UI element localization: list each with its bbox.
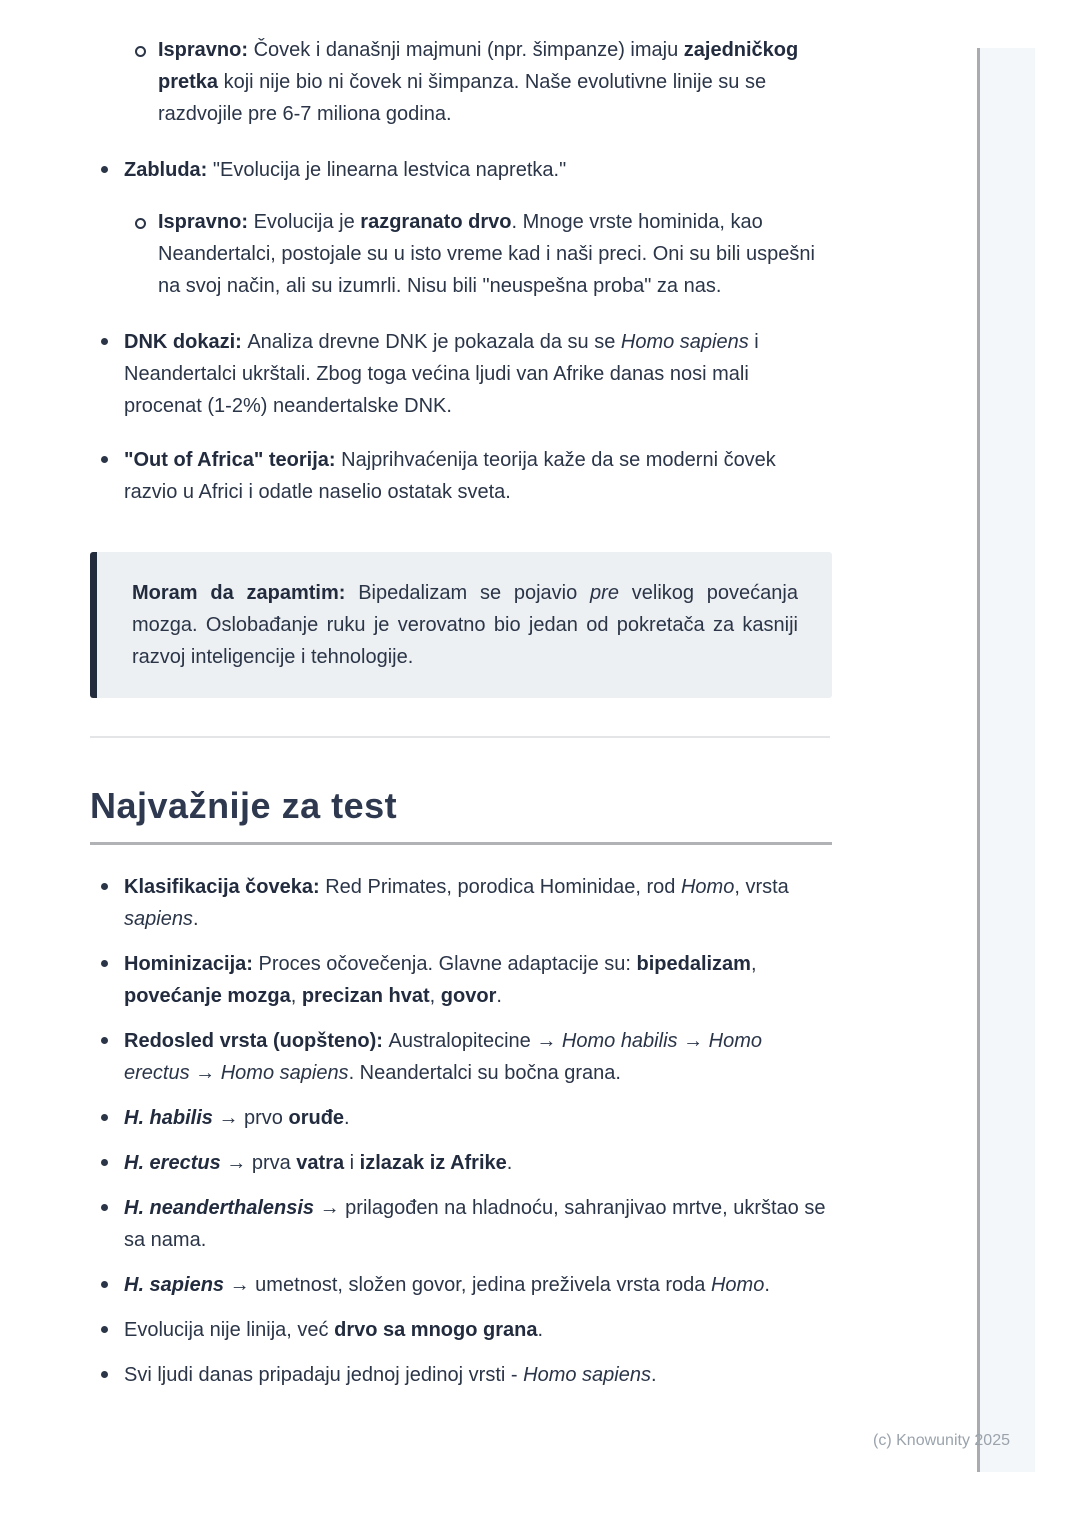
section-divider bbox=[90, 736, 830, 738]
list-item-text: Hominizacija: Proces očovečenja. Glavne adaptacije su: bipedalizam, povećanje mozga, precizan hvat, govor. bbox=[124, 953, 757, 1007]
list-item-text: Redosled vrsta (uopšteno): Australopitecine → Homo habilis → Homo erectus → Homo sapiens. Neandertalci su bočna grana. bbox=[124, 1030, 762, 1084]
bullet-dot-icon bbox=[101, 1159, 108, 1166]
list-item-text: "Out of Africa" teorija: Najprihvaćenija teorija kaže da se moderni čovek razvio u Africi i odatle naselio ostatak sveta. bbox=[124, 449, 776, 503]
bullet-circle-icon bbox=[135, 218, 146, 229]
copyright-text: (c) Knowunity 2025 bbox=[873, 1432, 1010, 1449]
list-item-text: Klasifikacija čoveka: Red Primates, porodica Hominidae, rod Homo, vrsta sapiens. bbox=[124, 876, 789, 930]
list-item bbox=[90, 154, 832, 186]
list-item bbox=[90, 34, 832, 130]
list-item-text: H. erectus → prva vatra i izlazak iz Afrike. bbox=[124, 1152, 513, 1174]
list-item bbox=[90, 1192, 832, 1256]
list-item bbox=[90, 1314, 832, 1346]
bullet-dot-icon bbox=[101, 1037, 108, 1044]
list-item bbox=[90, 1102, 832, 1134]
list-item bbox=[90, 206, 832, 302]
list-item-text: H. neanderthalensis → prilagođen na hladnoću, sahranjivao mrtve, ukrštao se sa nama. bbox=[124, 1197, 826, 1251]
list-item bbox=[90, 948, 832, 1012]
list-item-text: H. sapiens → umetnost, složen govor, jedina preživela vrsta roda Homo. bbox=[124, 1274, 770, 1296]
list-item bbox=[90, 444, 832, 508]
bullet-dot-icon bbox=[101, 1326, 108, 1333]
list-item bbox=[90, 871, 832, 935]
bullet-dot-icon bbox=[101, 883, 108, 890]
list-item bbox=[90, 1269, 832, 1301]
list-item-text: H. habilis → prvo oruđe. bbox=[124, 1107, 350, 1129]
bullet-dot-icon bbox=[101, 960, 108, 967]
note-callout-text: Moram da zapamtim: Bipedalizam se pojavio pre velikog povećanja mozga. Oslobađanje ruku je verovatno bio jedan od pokretača za kasniji razvoj inteligencije i tehnologije. bbox=[132, 582, 798, 668]
bullet-circle-icon bbox=[135, 46, 146, 57]
list-item-text: Svi ljudi danas pripadaju jednoj jedinoj vrsti - Homo sapiens. bbox=[124, 1364, 657, 1386]
list-item-text: Ispravno: Čovek i današnji majmuni (npr. šimpanze) imaju zajedničkog pretka koji nije bio ni čovek ni šimpanza. Naše evolutivne linije su se razdvojile pre 6-7 miliona godina. bbox=[158, 39, 799, 125]
summary-bullet-list bbox=[90, 871, 832, 1391]
section-heading: Najvažnije za test bbox=[90, 784, 832, 845]
bullet-dot-icon bbox=[101, 338, 108, 345]
bullet-dot-icon bbox=[101, 1281, 108, 1288]
bullet-dot-icon bbox=[101, 1114, 108, 1121]
list-item bbox=[90, 1025, 832, 1089]
list-item-text: DNK dokazi: Analiza drevne DNK je pokazala da su se Homo sapiens i Neandertalci ukrštali. Zbog toga većina ljudi van Afrike danas nosi mali procenat (1-2%) neandertalske DNK. bbox=[124, 331, 759, 417]
note-callout bbox=[90, 552, 832, 698]
bullet-dot-icon bbox=[101, 166, 108, 173]
list-item bbox=[90, 1147, 832, 1179]
bullet-dot-icon bbox=[101, 1204, 108, 1211]
list-item bbox=[90, 1359, 832, 1391]
bullet-dot-icon bbox=[101, 456, 108, 463]
intro-bullet-list bbox=[90, 34, 832, 508]
list-item-text: Evolucija nije linija, već drvo sa mnogo grana. bbox=[124, 1319, 544, 1341]
document-page bbox=[90, 34, 832, 1404]
list-item-text: Zabluda: "Evolucija je linearna lestvica napretka." bbox=[124, 159, 567, 181]
page-edge-scrollbar[interactable] bbox=[977, 48, 1035, 1472]
list-item-text: Ispravno: Evolucija je razgranato drvo. Mnoge vrste hominida, kao Neandertalci, postojale su u isto vreme kad i naši preci. Oni su bili uspešni na svoj način, ali su izumrli. Nisu bili "neuspešna proba" za nas. bbox=[158, 211, 815, 297]
list-item bbox=[90, 326, 832, 422]
bullet-dot-icon bbox=[101, 1371, 108, 1378]
